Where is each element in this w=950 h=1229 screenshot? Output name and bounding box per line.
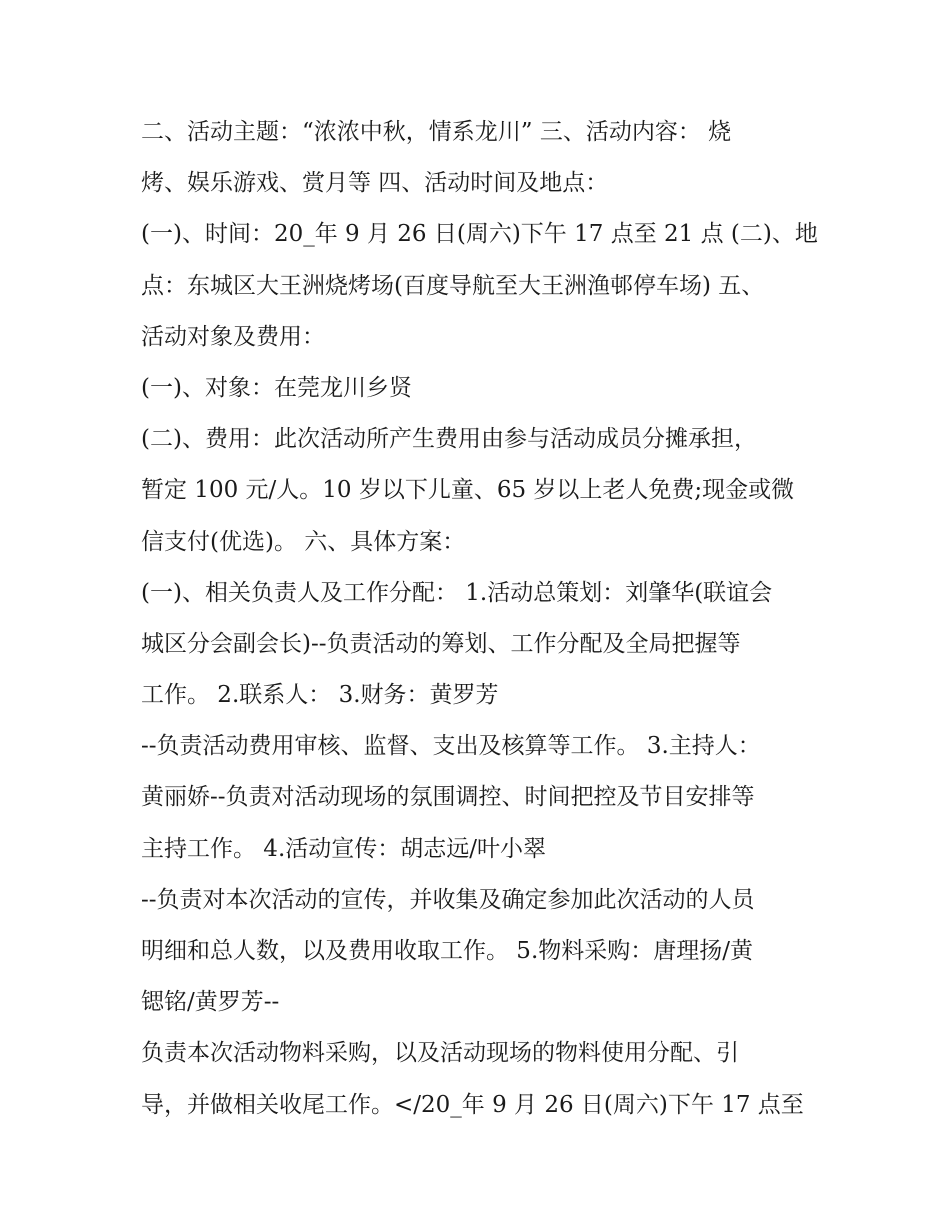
text-line: 导，并做相关收尾工作。</20_年 9 月 26 日(周六)下午 17 点至 bbox=[141, 1091, 804, 1118]
text-line: 主持工作。 4.活动宣传：胡志远/叶小翠 bbox=[141, 835, 547, 862]
text-line: (一)、时间：20_年 9 月 26 日(周六)下午 17 点至 21 点 (二)、地 bbox=[141, 221, 818, 248]
text-line: 二、活动主题：“浓浓中秋，情系龙川” 三、活动内容： 烧 bbox=[141, 119, 732, 145]
text-line: 点：东城区大王洲烧烤场(百度导航至大王洲渔邨停车场) 五、 bbox=[141, 272, 765, 299]
document-body bbox=[141, 107, 831, 1131]
text-line: 锶铭/黄罗芳-- bbox=[141, 989, 280, 1016]
text-line: --负责对本次活动的宣传，并收集及确定参加此次活动的人员 bbox=[141, 886, 755, 913]
text-line: 城区分会副会长)--负责活动的筹划、工作分配及全局把握等 bbox=[141, 630, 741, 657]
text-line: 工作。 2.联系人： 3.财务：黄罗芳 bbox=[141, 682, 499, 709]
text-line: --负责活动费用审核、监督、支出及核算等工作。 3.主持人： bbox=[141, 733, 761, 760]
text-line: (二)、费用：此次活动所产生费用由参与活动成员分摊承担， bbox=[141, 426, 757, 453]
text-line: 黄丽娇--负责对活动现场的氛围调控、时间把控及节目安排等 bbox=[141, 784, 755, 811]
text-line: 信支付(优选)。 六、具体方案： bbox=[141, 528, 466, 555]
text-line: 负责本次活动物料采购，以及活动现场的物料使用分配、引 bbox=[141, 1040, 739, 1067]
text-line: 活动对象及费用： bbox=[141, 323, 325, 350]
text-line: (一)、相关负责人及工作分配： 1.活动总策划：刘肇华(联谊会 bbox=[141, 579, 773, 606]
text-line: 暂定 100 元/人。10 岁以下儿童、65 岁以上老人免费;现金或微 bbox=[141, 477, 795, 504]
text-line: (一)、对象：在莞龙川乡贤 bbox=[141, 374, 412, 401]
text-line: 烤、娱乐游戏、赏月等 四、活动时间及地点： bbox=[141, 170, 609, 197]
text-line: 明细和总人数，以及费用收取工作。 5.物料采购：唐理扬/黄 bbox=[141, 938, 754, 964]
